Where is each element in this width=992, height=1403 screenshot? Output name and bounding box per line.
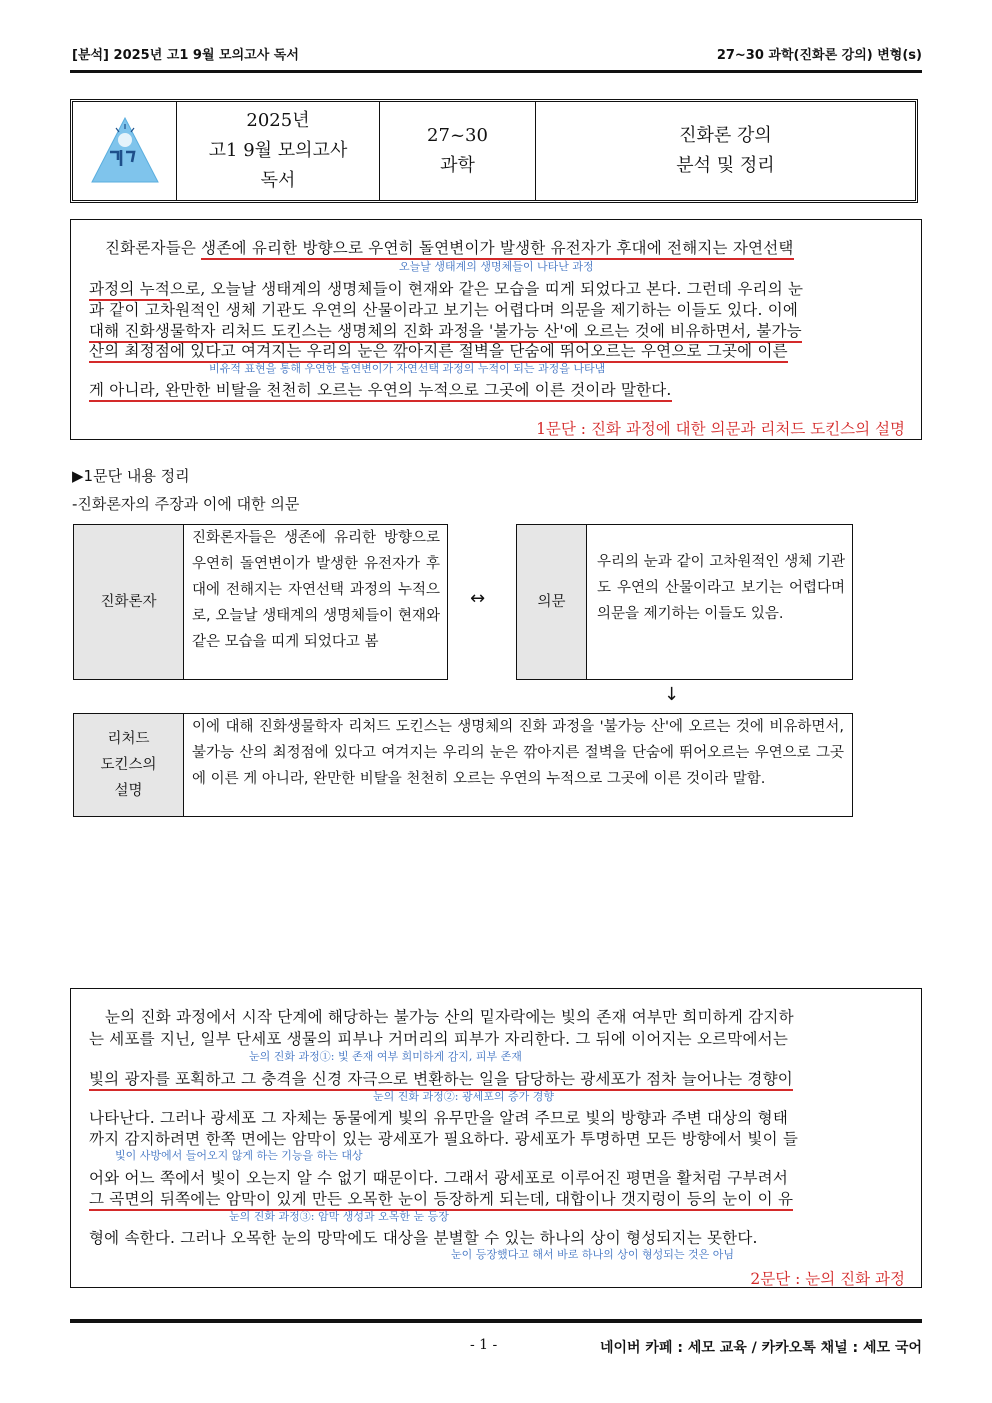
passage2-line-7 [89,1187,905,1209]
page-footer [470,1337,922,1357]
question-box [516,524,853,680]
section-heading: ▶1문단 내용 정리 [72,467,190,485]
header-left: [분석] 2025년 고1 9월 모의고사 독서 [72,48,299,63]
dawkins-text: 이에 대해 진화생물학자 리처드 도킨스는 생명체의 진화 과정을 '불가능 산'에 오르는 것에 비유하면서, 불가능 산의 최정점에 있다고 여겨지는 우리의 눈은 깎아지른 절벽을 단숨에 뛰어오르는 우연으로 그곳에 이른 게 아니라, 완만한 비탈을 천천히 오르는 우연의 누적으로 그곳에 이른 것이라 말함. [192,719,844,787]
passage1-line-2: 과정의 누적으로, 오늘날 생태계의 생명체들이 현재와 같은 모습을 띠게 되었다고 본다. 그런데 우리의 눈 [89,277,905,299]
evolutionist-text: 진화론자들은 생존에 유리한 방향으로 우연히 돌연변이가 발생한 유전자가 후대에 전해지는 자연선택 과정의 누적으로, 오늘날 생태계의 생명체들이 현재와 같은 모습을 띠게 되었다고 봄 [192,530,440,650]
footer-info: 네이버 카페 : 세모 교육 / 카카오톡 채널 : 세모 국어 [599,1340,922,1356]
passage1-line-5 [89,339,905,361]
passage2-line-2: 는 세포를 지닌, 일부 단세포 생물의 피부나 거머리의 피부가 자리한다. 그 뒤에 이어지는 오르막에서는 [89,1030,789,1048]
dawkins-box [73,713,853,817]
passage2-line-5: 까지 감지하려면 한쪽 면에는 암막이 있는 광세포가 필요하다. 광세포가 투명하면 모든 방향에서 빛이 들 [89,1130,799,1148]
underline-phrase: 생존에 유리한 방향으로 우연히 돌연변이가 발생한 유전자가 후대에 전해지는 자연선택 [201,239,793,260]
passage-1 [70,219,922,440]
paragraph-summary: 2문단 : 눈의 진화 과정 [750,1270,905,1288]
underline-phrase: 대해 진화생물학자 리처드 도킨스는 생명체의 진화 과정을 '불가능 산'에 오르는 것에 비유하면서, 불가능 [89,322,802,343]
title-topic-cell [536,102,915,200]
passage1-line-6 [89,378,905,400]
title-number-cell [380,102,536,200]
dawkins-label: 리처드 도킨스의 설명 [74,714,184,816]
passage2-line-4: 나타난다. 그러나 광세포 그 자체는 동물에게 빛의 유무만을 알려 주므로 빛의 방향과 주변 대상의 형태 [89,1109,789,1127]
double-arrow-icon: ↔ [470,588,486,609]
annotation-note: 빛이 사방에서 들어오지 않게 하는 기능을 하는 대상 [115,1149,363,1162]
down-arrow-icon: ↓ [664,684,680,705]
passage2-line-6: 어와 어느 쪽에서 빛이 오는지 알 수 없기 때문이다. 그래서 광세포로 이루어진 평면을 활처럼 구부려서 [89,1169,789,1187]
title-question-range: 27~30 [427,125,488,146]
passage-2 [70,988,922,1288]
section-subheading: -진화론자의 주장과 이에 대한 의문 [72,495,300,513]
footer-divider [70,1319,922,1323]
passage2-line-1: 눈의 진화 과정에서 시작 단계에 해당하는 불가능 산의 밑자락에는 빛의 존재 여부만 희미하게 감지하 [105,1008,794,1026]
title-table [70,99,918,203]
title-topic: 진화론 강의 [679,125,772,146]
passage2-line-8: 형에 속한다. 그러나 오목한 눈의 망막에도 대상을 분별할 수 있는 하나의 상이 형성되지는 못한다. [89,1229,758,1247]
title-year: 2025년 [246,110,310,131]
annotation-note: 눈의 진화 과정③: 암막 생성과 오목한 눈 등장 [229,1210,449,1223]
annotation-note: 오늘날 생태계의 생명체들이 나타난 과정 [399,260,594,273]
title-subject: 독서 [260,170,296,191]
logo-cell [73,102,177,200]
annotation-note: 비유적 표현을 통해 우연한 돌연변이가 자연선택 과정의 누적이 되는 과정을 나타냄 [209,362,606,375]
annotation-note: 눈의 진화 과정①: 빛 존재 여부 희미하게 감지, 피부 존재 [249,1050,522,1063]
paragraph-summary: 1문단 : 진화 과정에 대한 의문과 리처드 도킨스의 설명 [536,420,905,438]
title-year-cell [177,102,380,200]
underline-phrase: 그 곡면의 뒤쪽에는 암막이 있게 만든 오목한 눈이 등장하게 되는데, 대합이나 갯지렁이 등의 눈이 이 유 [89,1190,793,1211]
underline-phrase: 게 아니라, 완만한 비탈을 천천히 오르는 우연의 누적으로 그곳에 이른 것이라 말한다. [89,381,672,402]
page-header [72,44,922,63]
question-label: 의문 [517,525,587,679]
title-field: 과학 [440,155,475,176]
underline-phrase: 산의 최정점에 있다고 여겨지는 우리의 눈은 깎아지른 절벽을 단숨에 뛰어오르는 우연으로 그곳에 이른 [89,342,788,363]
question-text: 우리의 눈과 같이 고차원적인 생체 기관도 우연의 산물이라고 보기는 어렵다며 의문을 제기하는 이들도 있음. [597,554,845,622]
title-exam: 고1 9월 모의고사 [208,140,348,161]
passage2-line-3 [89,1067,905,1089]
evolutionist-box [73,524,448,680]
header-divider [70,70,922,73]
underline-phrase: 빛의 광자를 포획하고 그 충격을 신경 자극으로 변환하는 일을 담당하는 광세포가 점차 늘어나는 경향이 [89,1070,793,1091]
passage1-line-3: 과 같이 고차원적인 생체 기관도 우연의 산물이라고 보기는 어렵다며 의문을 제기하는 이들도 있다. 이에 [89,301,799,319]
title-analysis: 분석 및 정리 [676,155,775,176]
evolutionist-label: 진화론자 [74,525,184,679]
annotation-note: 눈이 등장했다고 해서 바로 하나의 상이 형성되는 것은 아님 [451,1248,734,1261]
passage1-line-4 [89,319,905,341]
underline-phrase: 과정의 누적 [89,280,170,301]
semo-logo-icon [88,114,162,188]
annotation-note: 눈의 진화 과정②: 광세포의 증가 경향 [373,1090,554,1103]
page-number: - 1 - [470,1337,498,1353]
passage1-line-1: 진화론자들은 생존에 유리한 방향으로 우연히 돌연변이가 발생한 유전자가 후대에 전해지는 자연선택 [105,236,921,258]
header-right: 27~30 과학(진화론 강의) 변형(s) [716,48,922,63]
